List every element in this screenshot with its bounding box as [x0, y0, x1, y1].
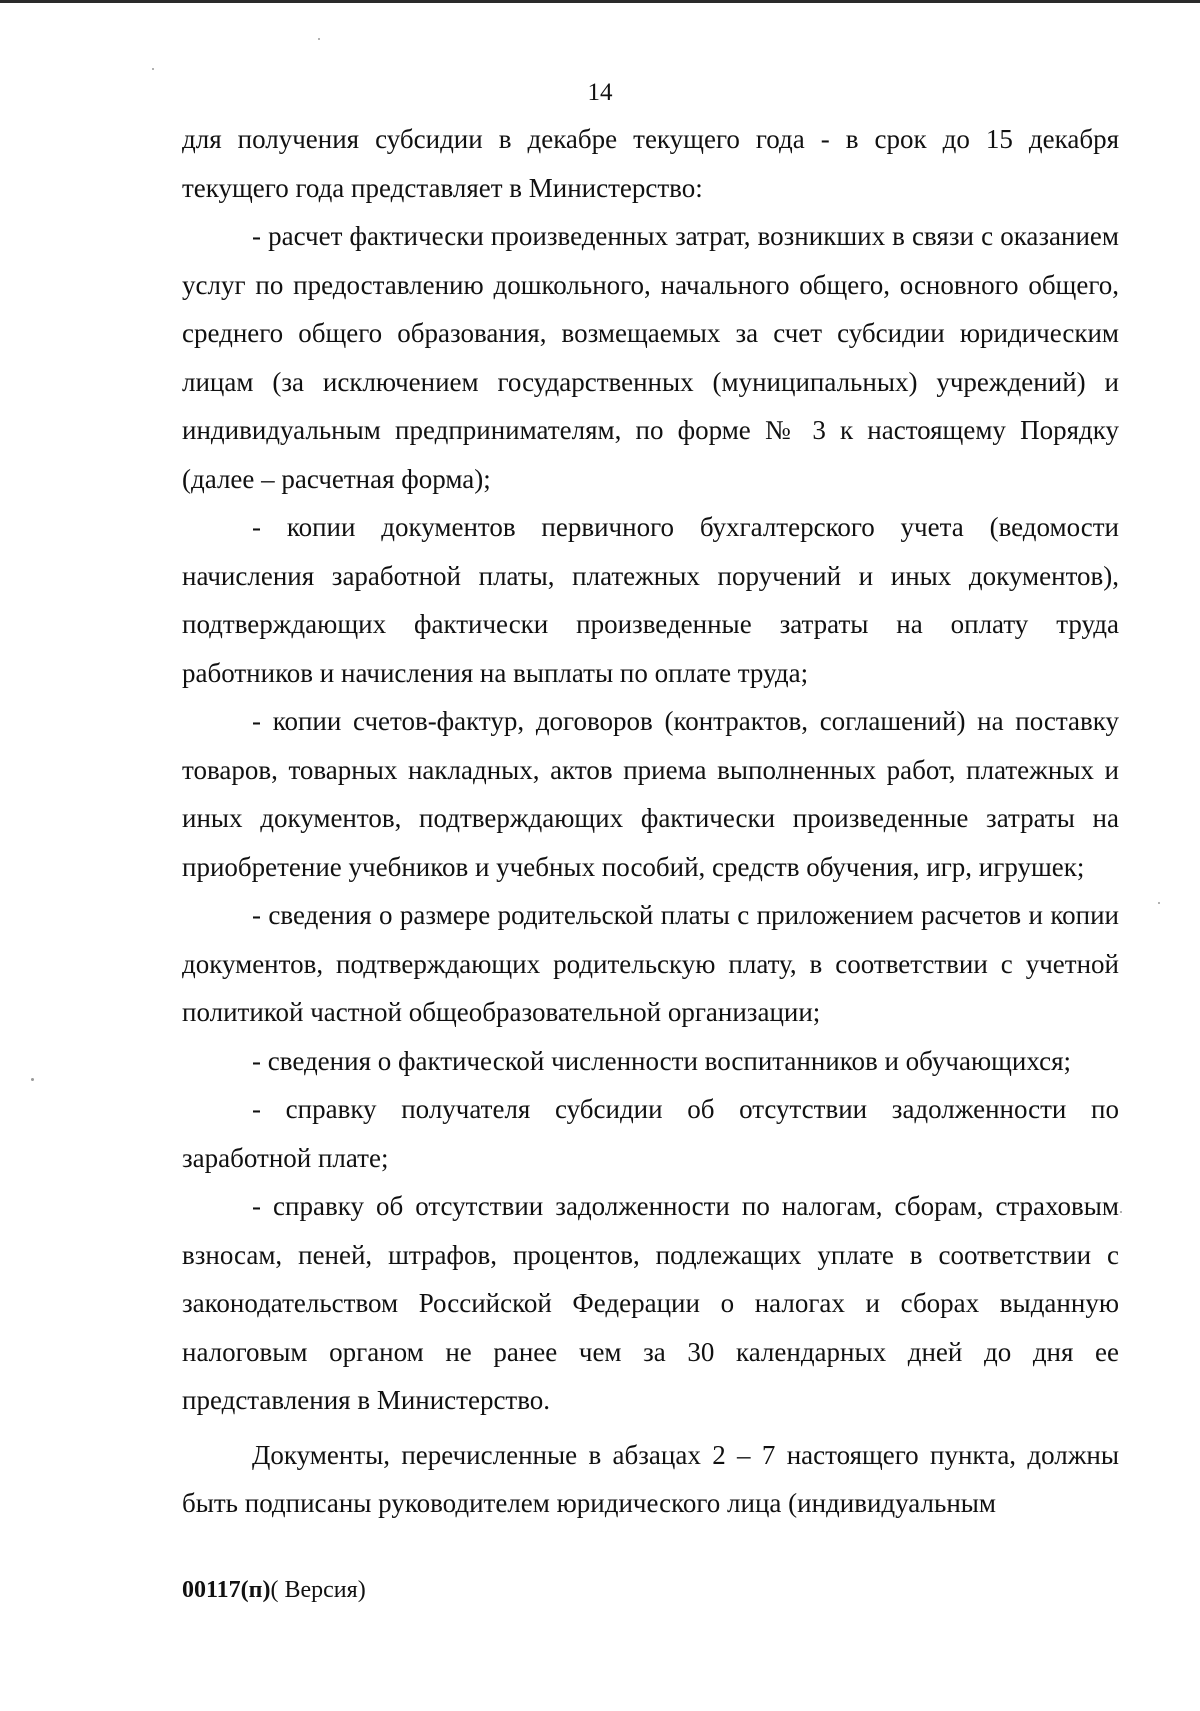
- scan-speck: [318, 38, 320, 40]
- document-version: ( Версия): [270, 1577, 366, 1603]
- list-item-tax-debt-certificate: - справку об отсутствии задолженности по налогам, сборам, страховым взносам, пеней, штрафов, процентов, подлежащих уплате в соответствии с законодательством Российской Федерации о налогах и сборах выданную налоговым органом не ранее чем за 30 календарных дней до дня ее представления в Министерство.: [182, 1191, 1119, 1415]
- list-item-headcount: - сведения о фактической численности воспитанников и обучающихся;: [252, 1045, 1071, 1076]
- document-body: [182, 115, 1119, 1528]
- paragraph-signature-requirement: Документы, перечисленные в абзацах 2 – 7 настоящего пункта, должны быть подписаны руководителем юридического лица (индивидуальным: [182, 1439, 1119, 1518]
- scan-speck: [1158, 902, 1160, 904]
- page-top-border: [0, 0, 1200, 3]
- list-item-invoices: - копии счетов-фактур, договоров (контрактов, соглашений) на поставку товаров, товарных накладных, актов приема выполненных работ, платежных и иных документов, подтверждающих фактически произведенные затраты на приобретение учебников и учебных пособий, средств обучения, игр, игрушек;: [182, 706, 1119, 882]
- list-item-parental-fee: - сведения о размере родительской платы с приложением расчетов и копии документов, подтверждающих родительскую плату, в соответствии с учетной политикой частной общеобразовательной организации;: [182, 900, 1119, 1027]
- scan-speck: [31, 1078, 34, 1081]
- paragraph-intro: для получения субсидии в декабре текущего года - в срок до 15 декабря текущего года представляет в Министерство:: [182, 124, 1119, 203]
- list-item-salary-debt-certificate: - справку получателя субсидии об отсутствии задолженности по заработной плате;: [182, 1094, 1119, 1173]
- page-number: 14: [587, 79, 613, 106]
- list-item-calculation: - расчет фактически произведенных затрат, возникших в связи с оказанием услуг по предоставлению дошкольного, начального общего, основного общего, среднего общего образования, возмещаемых за счет субсидии юридическим лицам (за исключением государственных (муниципальных) учреждений) и индивидуальным предпринимателям, по форме № 3 к настоящему Порядку (далее – расчетная форма);: [182, 221, 1119, 494]
- scan-speck: [1120, 1211, 1122, 1213]
- scan-speck: [152, 68, 154, 70]
- document-code: 00117(п): [182, 1577, 271, 1603]
- list-item-accounting-docs: - копии документов первичного бухгалтерского учета (ведомости начисления заработной платы, платежных поручений и иных документов), подтверждающих фактически произведенные затраты на оплату труда работников и начисления на выплаты по оплате труда;: [182, 512, 1119, 688]
- document-footer: [182, 1575, 366, 1605]
